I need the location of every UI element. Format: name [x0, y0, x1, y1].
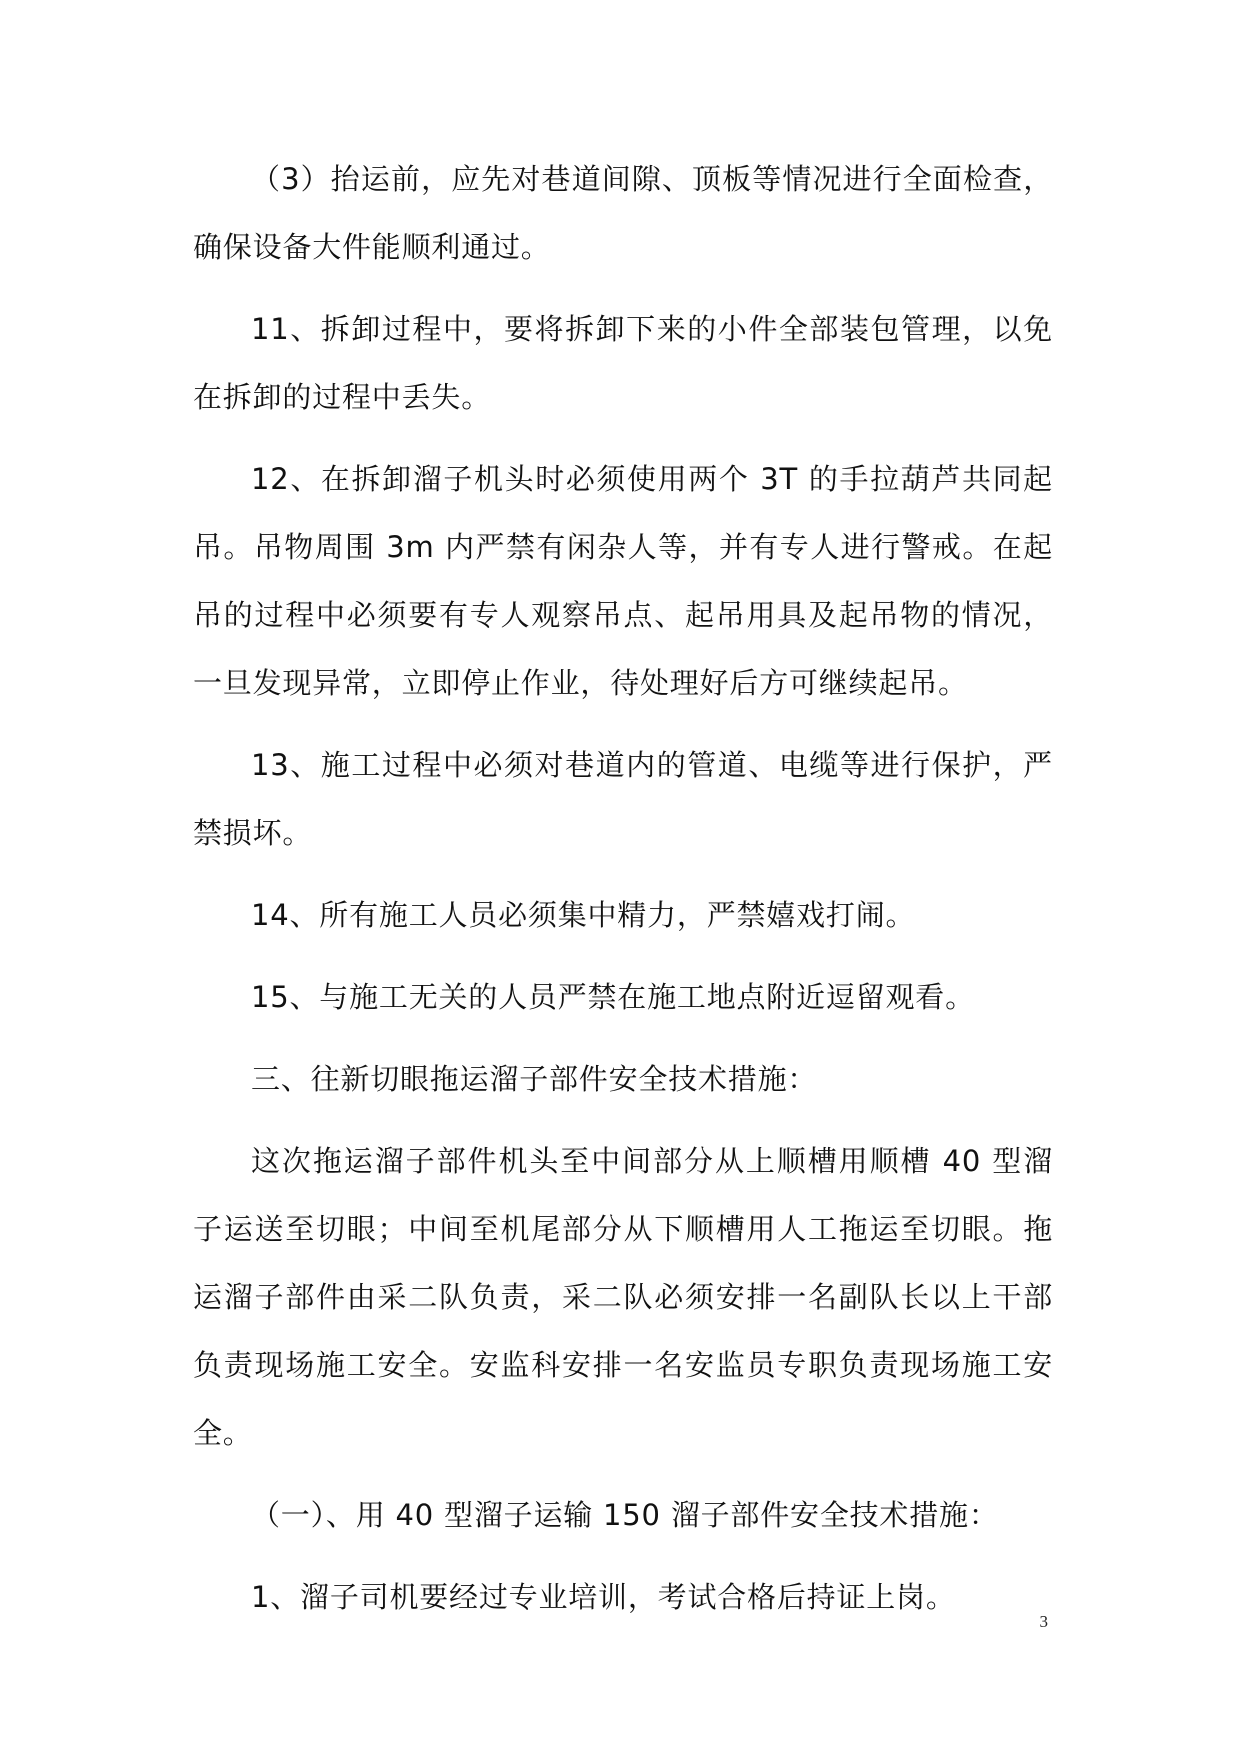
- paragraph-item-13: 13、施工过程中必须对巷道内的管道、电缆等进行保护，严禁损坏。: [193, 748, 1053, 850]
- subsection-heading-1: （一）、用 40 型溜子运输 150 溜子部件安全技术措施：: [251, 1498, 999, 1532]
- paragraph-item-11: 11、拆卸过程中，要将拆卸下来的小件全部装包管理，以免在拆卸的过程中丢失。: [193, 312, 1053, 414]
- document-body: [193, 145, 1053, 1645]
- paragraph-item-14: 14、所有施工人员必须集中精力，严禁嬉戏打闹。: [251, 898, 916, 932]
- page-number: 3: [1039, 1612, 1048, 1631]
- paragraph-section-3-intro: 这次拖运溜子部件机头至中间部分从上顺槽用顺槽 40 型溜子运送至切眼；中间至机尾部分从下顺槽用人工拖运至切眼。拖运溜子部件由采二队负责，采二队必须安排一名副队长以上干部负责现场施工安全。安监科安排一名安监员专职负责现场施工安全。: [193, 1144, 1053, 1450]
- paragraph-item-12: 12、在拆卸溜子机头时必须使用两个 3T 的手拉葫芦共同起吊。吊物周围 3m 内严禁有闲杂人等，并有专人进行警戒。在起吊的过程中必须要有专人观察吊点、起吊用具及起吊物的情况，一旦发现异常，立即停止作业，待处理好后方可继续起吊。: [193, 462, 1053, 700]
- paragraph-lifting-inspection: （3）抬运前，应先对巷道间隙、顶板等情况进行全面检查，确保设备大件能顺利通过。: [193, 162, 1053, 264]
- paragraph-item-15: 15、与施工无关的人员严禁在施工地点附近逗留观看。: [251, 980, 975, 1014]
- paragraph-subsection-item-1: 1、溜子司机要经过专业培训，考试合格后持证上岗。: [251, 1580, 956, 1614]
- section-heading-3: 三、往新切眼拖运溜子部件安全技术措施：: [251, 1062, 818, 1096]
